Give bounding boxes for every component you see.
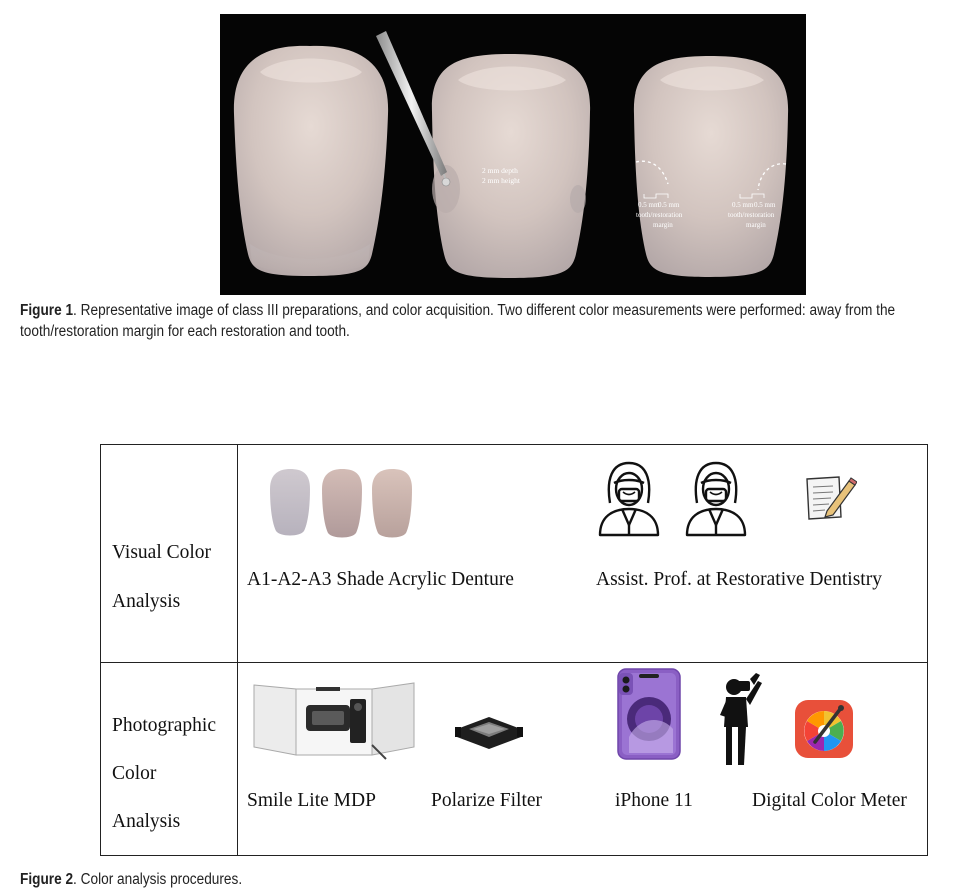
polarize-filter-icon bbox=[451, 707, 527, 755]
svg-text:margin: margin bbox=[653, 221, 673, 229]
svg-text:tooth/restoration: tooth/restoration bbox=[728, 211, 775, 219]
polarize-filter-label: Polarize Filter bbox=[431, 790, 543, 811]
dentist-icon-2 bbox=[681, 459, 751, 537]
figure-2-label: Figure 2 bbox=[20, 871, 74, 888]
digital-color-meter-label: Digital Color Meter bbox=[752, 790, 907, 811]
figure-2-caption bbox=[20, 869, 548, 890]
acrylic-denture-label: A1-A2-A3 Shade Acrylic Denture bbox=[247, 569, 514, 590]
smile-lite-mdp-label: Smile Lite MDP bbox=[247, 790, 376, 811]
visual-color-header-line2: Analysis bbox=[112, 591, 181, 612]
visual-color-header-line1: Visual Color bbox=[112, 542, 212, 563]
smile-lite-mdp-icon bbox=[246, 675, 422, 765]
tooth-1 bbox=[234, 46, 388, 276]
iphone-icon bbox=[615, 667, 683, 761]
figure-1-image bbox=[220, 14, 806, 295]
assist-prof-label: Assist. Prof. at Restorative Dentistry bbox=[596, 569, 882, 590]
figure-1-caption-text: . Representative image of class III preparations, and color acquisition. Two different color measurements were performed: away from the tooth/restoration margin for each restoration and tooth. bbox=[20, 302, 896, 340]
svg-text:0.5 mm: 0.5 mm bbox=[732, 201, 754, 209]
tooth-3 bbox=[634, 56, 788, 277]
figure-2-caption-text: . Color analysis procedures. bbox=[73, 871, 243, 888]
dentist-icon bbox=[594, 459, 664, 537]
svg-text:0.5 mm: 0.5 mm bbox=[658, 201, 680, 209]
depth-annotation: 2 mm depth bbox=[482, 166, 518, 175]
svg-text:0.5 mm: 0.5 mm bbox=[754, 201, 776, 209]
photographic-header-line3: Analysis bbox=[112, 811, 181, 832]
height-annotation: 2 mm height bbox=[482, 176, 520, 185]
iphone-11-label: iPhone 11 bbox=[615, 790, 693, 811]
color-analysis-table bbox=[100, 444, 928, 856]
acrylic-teeth-icon bbox=[266, 467, 416, 539]
color-meter-app-icon bbox=[793, 698, 855, 760]
figure-1-label: Figure 1 bbox=[20, 302, 74, 319]
column-divider bbox=[237, 445, 238, 855]
photographic-header-line2: Color bbox=[112, 763, 157, 784]
svg-text:0.5 mm: 0.5 mm bbox=[638, 201, 660, 209]
row-divider bbox=[101, 662, 927, 663]
teeth-preparation-photo bbox=[220, 14, 806, 295]
photographic-header-line1: Photographic bbox=[112, 715, 216, 736]
svg-text:margin: margin bbox=[746, 221, 766, 229]
photographer-icon bbox=[716, 671, 764, 767]
svg-text:tooth/restoration: tooth/restoration bbox=[636, 211, 683, 219]
figure-1-caption bbox=[20, 300, 951, 342]
notepad-pencil-icon bbox=[803, 473, 857, 521]
